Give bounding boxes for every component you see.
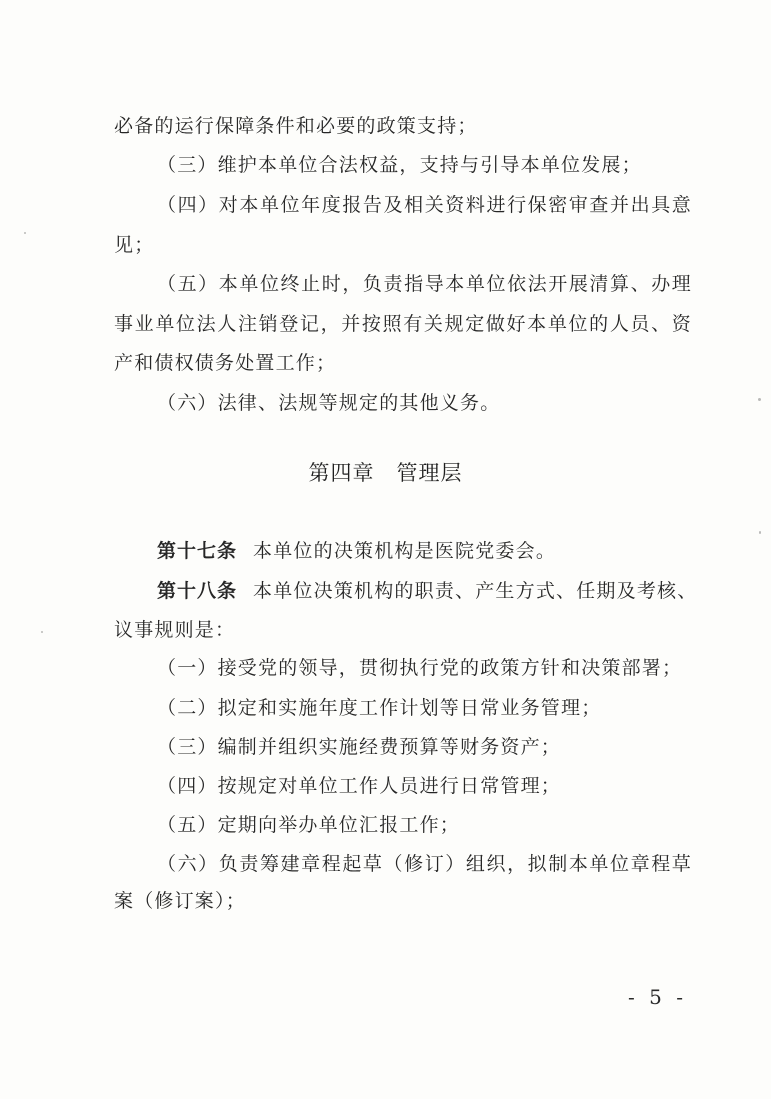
article-number: 第十七条 — [157, 540, 238, 562]
list-item: （三）编制并组织实施经费预算等财务资产； — [157, 736, 562, 758]
chapter-title: 管理层 — [396, 461, 463, 485]
list-item: （五）定期向举办单位汇报工作； — [157, 814, 461, 836]
scan-speck — [759, 531, 761, 534]
paragraph-line: 产和债权债务处置工作； — [114, 352, 337, 374]
scan-speck — [41, 631, 43, 633]
article-text: 本单位决策机构的职责、产生方式、任期及考核、 — [253, 580, 698, 602]
paragraph-line: 案（修订案）； — [114, 890, 246, 912]
paragraph-line: 见； — [114, 234, 155, 256]
scan-speck — [758, 398, 761, 401]
paragraph-line: 事业单位法人注销登记，并按照有关规定做好本单位的人员、资 — [114, 313, 692, 335]
paragraph-line: （六）法律、法规等规定的其他义务。 — [157, 392, 501, 414]
paragraph-line: （三）维护本单位合法权益，支持与引导本单位发展； — [157, 154, 642, 176]
paragraph-line: 议事规则是： — [114, 619, 236, 641]
page-number: - 5 - — [628, 985, 687, 1009]
list-item: （六）负责筹建章程起草（修订）组织，拟制本单位章程草 — [157, 853, 692, 875]
article-18 — [157, 578, 697, 604]
paragraph-line: （四）对本单位年度报告及相关资料进行保密审查并出具意 — [157, 194, 692, 216]
scan-speck — [24, 232, 26, 234]
paragraph-line: （五）本单位终止时，负责指导本单位依法开展清算、办理 — [157, 273, 692, 295]
article-number: 第十八条 — [157, 580, 238, 602]
article-text: 本单位的决策机构是医院党委会。 — [253, 540, 557, 562]
chapter-number: 第四章 — [308, 461, 375, 485]
list-item: （一）接受党的领导，贯彻执行党的政策方针和决策部署； — [157, 657, 683, 679]
list-item: （二）拟定和实施年度工作计划等日常业务管理； — [157, 697, 602, 719]
article-17 — [157, 538, 556, 564]
list-item: （四）按规定对单位工作人员进行日常管理； — [157, 775, 562, 797]
chapter-heading — [0, 458, 771, 488]
paragraph-line: 必备的运行保障条件和必要的政策支持； — [114, 115, 478, 137]
